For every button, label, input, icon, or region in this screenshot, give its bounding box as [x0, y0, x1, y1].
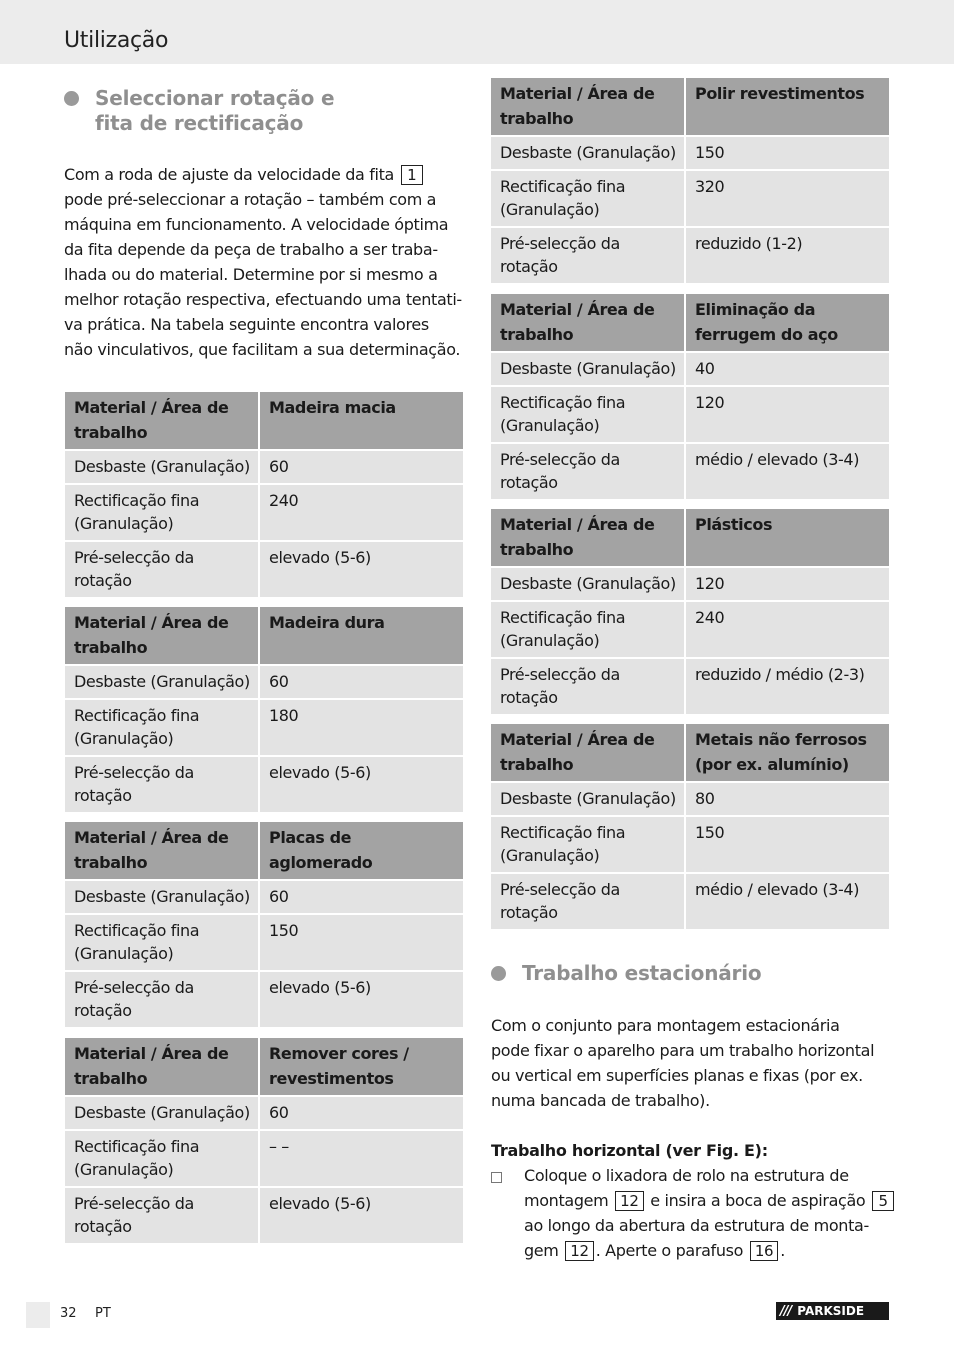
intro-line: não vinculativos, que facilitam a sua determinação.: [64, 340, 461, 359]
table-cell-label: Pré-selecção da rotação: [65, 756, 259, 813]
checkbox-icon: [491, 1172, 502, 1183]
table-row: [65, 1096, 463, 1130]
table-cell-value: médio / elevado (3-4): [685, 873, 889, 930]
table-cell-value: 320: [685, 170, 889, 227]
spec-table-madeira-dura: [65, 607, 463, 814]
intro-paragraph: [64, 162, 464, 362]
table-cell-value: reduzido (1-2): [685, 227, 889, 284]
table-cell-label: Pré-selecção da rotação: [65, 541, 259, 598]
table-cell-value: 40: [685, 352, 889, 386]
page-number-box: [26, 1302, 50, 1328]
list-text: . Aperte o parafuso: [595, 1241, 744, 1260]
table-header-row: [491, 724, 889, 782]
table-row: [65, 914, 463, 971]
table-cell-label: Rectificação fina (Granulação): [65, 914, 259, 971]
list-text: e insira a boca de aspiração: [650, 1191, 866, 1210]
table-cell-value: 60: [259, 665, 463, 699]
table-cell-label: Rectificação fina (Granulação): [491, 170, 685, 227]
spec-table-polir-revestimentos: [491, 78, 889, 285]
table-row: [491, 816, 889, 873]
table-cell-value: reduzido / médio (2-3): [685, 658, 889, 715]
table-header-row: [491, 509, 889, 567]
intro-line: melhor rotação respectiva, efectuando uma tentati-: [64, 290, 462, 309]
table-header-material: Material / Área de trabalho: [491, 78, 685, 136]
table-header-value: Eliminação da ferrugem do aço: [685, 294, 889, 352]
section-heading-select-rotation: [64, 86, 334, 136]
table-cell-label: Desbaste (Granulação): [491, 782, 685, 816]
list-item: [491, 1163, 896, 1263]
table-cell-label: Rectificação fina (Granulação): [491, 386, 685, 443]
table-cell-value: 150: [259, 914, 463, 971]
table-cell-label: Desbaste (Granulação): [491, 352, 685, 386]
table-cell-label: Desbaste (Granulação): [65, 665, 259, 699]
table-header-value: Polir revestimentos: [685, 78, 889, 136]
table-cell-label: Rectificação fina (Granulação): [65, 699, 259, 756]
spec-table-ferrugem: [491, 294, 889, 501]
table-cell-label: Pré-selecção da rotação: [65, 1187, 259, 1244]
table-cell-label: Pré-selecção da rotação: [491, 227, 685, 284]
table-row: [491, 782, 889, 816]
table-cell-value: 60: [259, 450, 463, 484]
reference-number: 5: [872, 1191, 894, 1211]
table-row: [491, 873, 889, 930]
table-row: [65, 484, 463, 541]
list-line: [524, 1238, 896, 1263]
table-cell-label: Rectificação fina (Granulação): [491, 816, 685, 873]
table-cell-value: médio / elevado (3-4): [685, 443, 889, 500]
table-cell-value: 240: [259, 484, 463, 541]
table-row: [491, 386, 889, 443]
table-header-value: Remover cores / revestimentos: [259, 1038, 463, 1096]
stationary-paragraph: [491, 1013, 891, 1113]
table-row: [491, 227, 889, 284]
table-cell-value: – –: [259, 1130, 463, 1187]
table-cell-label: Pré-selecção da rotação: [491, 443, 685, 500]
table-cell-label: Pré-selecção da rotação: [491, 873, 685, 930]
table-header-material: Material / Área de trabalho: [65, 822, 259, 880]
table-header-material: Material / Área de trabalho: [491, 294, 685, 352]
table-row: [491, 567, 889, 601]
table-cell-label: Rectificação fina (Granulação): [65, 1130, 259, 1187]
table-header-row: [491, 78, 889, 136]
table-cell-label: Desbaste (Granulação): [65, 450, 259, 484]
table-header-row: [65, 1038, 463, 1096]
parkside-logo: [776, 1302, 889, 1320]
table-cell-label: Desbaste (Granulação): [65, 1096, 259, 1130]
table-row: [65, 1130, 463, 1187]
table-cell-value: elevado (5-6): [259, 971, 463, 1028]
table-cell-value: 240: [685, 601, 889, 658]
intro-line: [64, 162, 464, 187]
list-item-text: [524, 1163, 896, 1263]
table-row: [491, 658, 889, 715]
reference-number: 1: [401, 165, 423, 185]
section-title-line2: fita de rectificação: [95, 111, 304, 135]
table-cell-label: Pré-selecção da rotação: [491, 658, 685, 715]
intro-line: lhada ou do material. Determine por si mesmo a: [64, 265, 438, 284]
language-code: PT: [95, 1306, 111, 1321]
table-header-material: Material / Área de trabalho: [65, 607, 259, 665]
list-line: [524, 1188, 896, 1213]
table-header-row: [65, 607, 463, 665]
table-header-material: Material / Área de trabalho: [65, 392, 259, 450]
table-row: [65, 1187, 463, 1244]
table-header-value: Metais não ferrosos (por ex. alumínio): [685, 724, 889, 782]
table-cell-value: 150: [685, 136, 889, 170]
table-header-value: Madeira dura: [259, 607, 463, 665]
table-row: [65, 756, 463, 813]
table-header-value: Plásticos: [685, 509, 889, 567]
horizontal-subheading: Trabalho horizontal (ver Fig. E):: [491, 1141, 768, 1160]
table-row: [65, 450, 463, 484]
table-header-material: Material / Área de trabalho: [491, 724, 685, 782]
list-text: montagem: [524, 1191, 609, 1210]
table-row: [491, 136, 889, 170]
table-cell-label: Rectificação fina (Granulação): [65, 484, 259, 541]
page-number: 32: [60, 1306, 77, 1321]
table-cell-value: 80: [685, 782, 889, 816]
table-row: [491, 601, 889, 658]
reference-number: 12: [565, 1241, 593, 1261]
logo-brand: PARKSIDE: [797, 1304, 865, 1318]
table-row: [65, 665, 463, 699]
list-text: .: [780, 1241, 785, 1260]
spec-table-metais: [491, 724, 889, 931]
table-header-row: [491, 294, 889, 352]
table-cell-label: Desbaste (Granulação): [491, 567, 685, 601]
list-text: gem: [524, 1241, 559, 1260]
spec-table-placas-aglomerado: [65, 822, 463, 1029]
bullet-icon: [491, 966, 506, 981]
section-heading-stationary: [491, 961, 761, 986]
table-row: [65, 699, 463, 756]
table-row: [65, 880, 463, 914]
intro-line: pode pré-seleccionar a rotação – também com a: [64, 190, 437, 209]
spec-table-remover-cores: [65, 1038, 463, 1245]
table-cell-label: Rectificação fina (Granulação): [491, 601, 685, 658]
table-row: [65, 541, 463, 598]
stationary-line: ou vertical em superfícies planas e fixas (por ex.: [491, 1066, 863, 1085]
table-cell-value: 60: [259, 880, 463, 914]
page-header-title: Utilização: [64, 28, 169, 53]
table-row: [491, 170, 889, 227]
list-line: Coloque o lixadora de rolo na estrutura de: [524, 1166, 849, 1185]
table-row: [65, 971, 463, 1028]
section-title-line1: Seleccionar rotação e: [95, 86, 335, 110]
intro-line: da fita depende da peça de trabalho a ser traba-: [64, 240, 438, 259]
section-title: Trabalho estacionário: [522, 961, 762, 985]
intro-line: va prática. Na tabela seguinte encontra valores: [64, 315, 429, 334]
stationary-line: numa bancada de trabalho).: [491, 1091, 710, 1110]
table-cell-label: Pré-selecção da rotação: [65, 971, 259, 1028]
table-cell-value: 60: [259, 1096, 463, 1130]
stationary-line: pode fixar o aparelho para um trabalho horizontal: [491, 1041, 875, 1060]
spec-table-plasticos: [491, 509, 889, 716]
table-cell-value: 150: [685, 816, 889, 873]
table-header-material: Material / Área de trabalho: [65, 1038, 259, 1096]
reference-number: 12: [615, 1191, 643, 1211]
section-title: [95, 86, 334, 136]
table-cell-value: elevado (5-6): [259, 756, 463, 813]
intro-text: Com a roda de ajuste da velocidade da fita: [64, 165, 394, 184]
table-cell-value: 120: [685, 567, 889, 601]
intro-line: máquina em funcionamento. A velocidade óptima: [64, 215, 449, 234]
table-cell-value: elevado (5-6): [259, 1187, 463, 1244]
table-row: [491, 443, 889, 500]
stationary-line: Com o conjunto para montagem estacionária: [491, 1016, 840, 1035]
table-cell-value: elevado (5-6): [259, 541, 463, 598]
table-cell-label: Desbaste (Granulação): [491, 136, 685, 170]
table-header-material: Material / Área de trabalho: [491, 509, 685, 567]
table-cell-value: 120: [685, 386, 889, 443]
table-header-value: Madeira macia: [259, 392, 463, 450]
table-header-value: Placas de aglomerado: [259, 822, 463, 880]
spec-table-madeira-macia: [65, 392, 463, 599]
table-header-row: [65, 392, 463, 450]
table-row: [491, 352, 889, 386]
bullet-icon: [64, 91, 79, 106]
reference-number: 16: [750, 1241, 778, 1261]
table-cell-value: 180: [259, 699, 463, 756]
table-cell-label: Desbaste (Granulação): [65, 880, 259, 914]
logo-stripes: ///: [780, 1303, 792, 1319]
table-header-row: [65, 822, 463, 880]
list-line: ao longo da abertura da estrutura de monta-: [524, 1216, 869, 1235]
